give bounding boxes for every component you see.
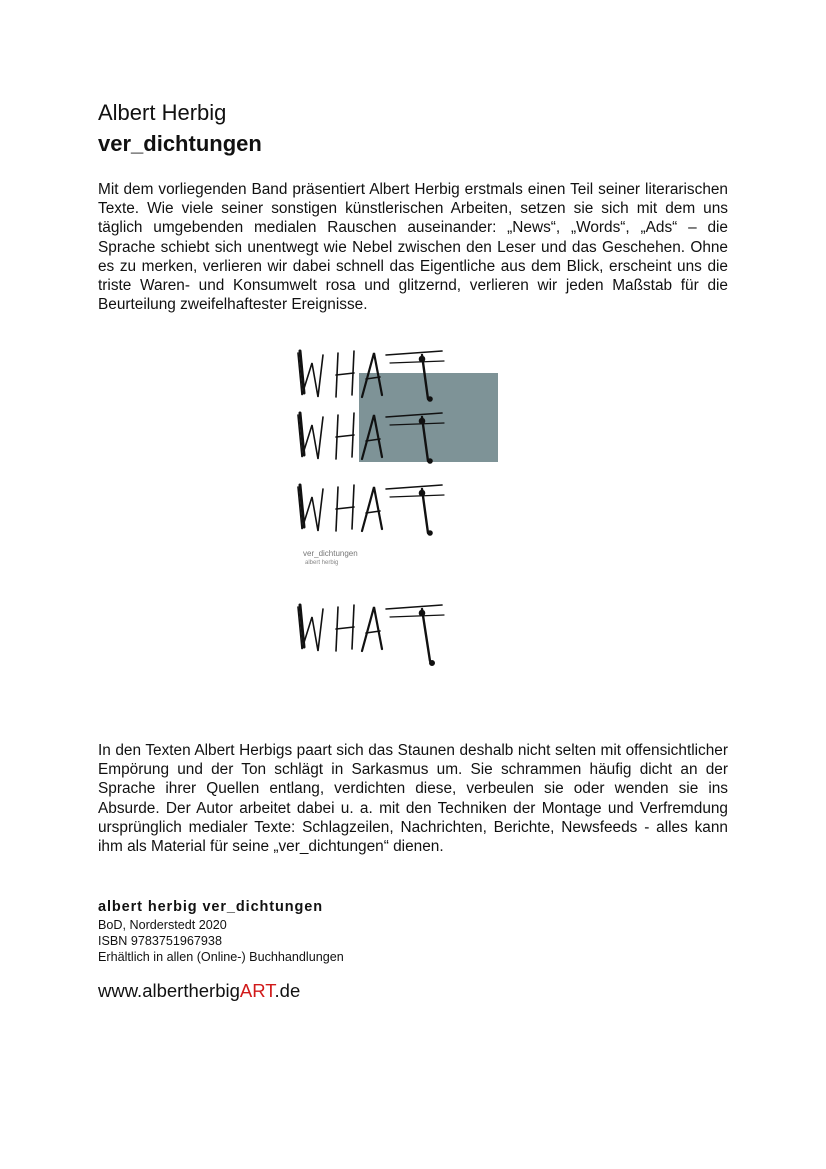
website-prefix: www.albertherbig [98, 980, 240, 1001]
isbn-line: ISBN 9783751967938 [98, 934, 222, 948]
book-info-title: albert herbig ver_dichtungen [98, 899, 324, 915]
author-name: Albert Herbig [98, 100, 227, 125]
cover-author: albert herbig [305, 560, 339, 566]
website-accent: ART [239, 980, 275, 1001]
book-title-heading: ver_dichtungen [98, 131, 262, 156]
what-logo-image [290, 595, 460, 680]
what-lettering-graphic [290, 345, 510, 575]
intro-paragraph: Mit dem vorliegenden Band präsentiert Albert Herbig erstmals einen Teil seiner literarischen Texte. Wie viele seiner sonstigen künstlerischen Arbeiten, setzen sie sich mit dem uns täglich umgebenden medialen Rauschen auseinander: „News“, „Words“, „Ads“ – die Sprache schiebt sich unentwegt wie Nebel zwischen den Leser und das Geschehen. Ohne es zu merken, verlieren wir dabei schnell das Eigentliche aus dem Blick, erscheint uns die triste Waren- und Konsumwelt rosa und glitzernd, verlieren wir jeden Maßstab für die Beurteilung zweifelhaftester Ereignisse. [98, 181, 728, 314]
publisher-line: BoD, Norderstedt 2020 [98, 918, 227, 932]
cover-title: ver_dichtungen [303, 549, 358, 558]
what-logo-lettering [290, 595, 460, 675]
website-link[interactable] [98, 980, 300, 1002]
availability-line: Erhältlich in allen (Online-) Buchhandlungen [98, 950, 344, 964]
website-suffix: .de [274, 980, 301, 1001]
book-cover-image [290, 345, 510, 575]
body-paragraph: In den Texten Albert Herbigs paart sich das Staunen deshalb nicht selten mit offensichtlicher Empörung und der Ton schlägt in Sarkasmus um. Sie schrammen häufig dicht an der Sprache ihrer Quellen entlang, verdichten diese, verbeulen sie oder wenden sie ins Absurde. Der Autor arbeitet dabei u. a. mit den Techniken der Montage und Verfremdung ursprünglich medialer Texte: Schlagzeilen, Nachrichten, Berichte, Newsfeeds - alles kann ihm als Material für seine „ver_dichtungen“ dienen. [98, 742, 728, 856]
